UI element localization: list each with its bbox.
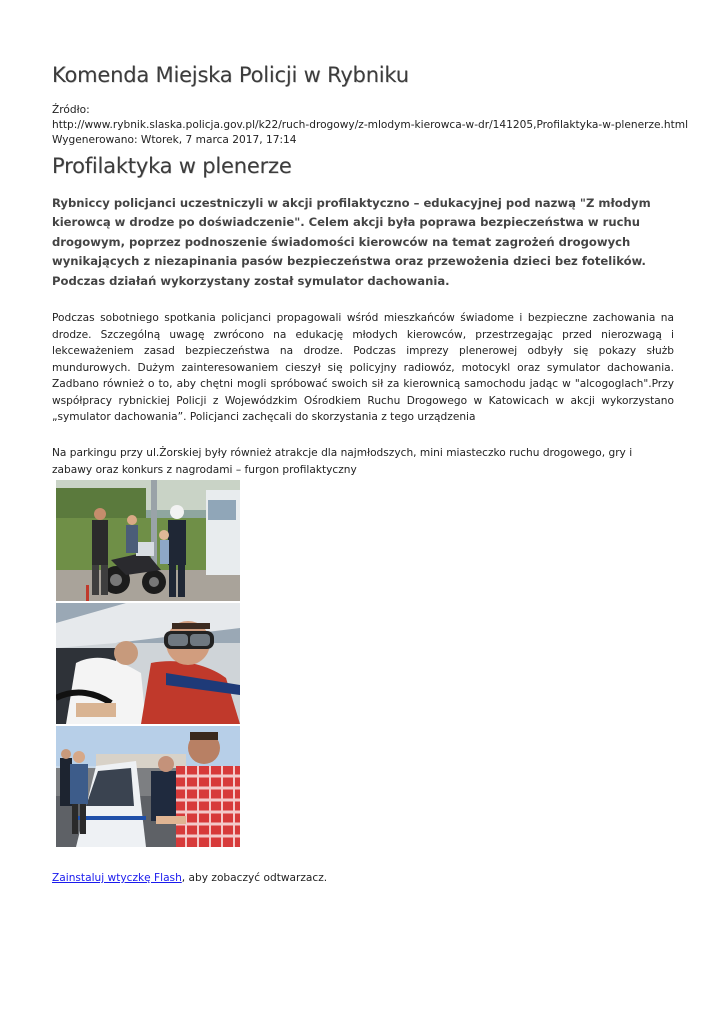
article-title: Profilaktyka w plenerze (52, 154, 292, 178)
flash-notice (52, 871, 327, 886)
generated-timestamp: Wygenerowano: Wtorek, 7 marca 2017, 17:14 (52, 134, 297, 146)
photo-police-car (56, 726, 240, 847)
photo-alcogoggles (56, 603, 240, 724)
site-title: Komenda Miejska Policji w Rybniku (52, 63, 409, 87)
article-lead: Rybniccy policjanci uczestniczyli w akcji profilaktyczno – edukacyjnej pod nazwą "Z młodym kierowcą w drodze po doświadczenie". Celem akcji była poprawa bezpieczeństwa w ruchu drogowym, poprzez podnoszenie świadomości kierowców na temat zagrożeń drogowych wynikających z niezapinania pasów bezpieczeństwa oraz przewożenia dzieci bez fotelików. Podczas działań wykorzystany został symulator dachowania. (52, 196, 651, 288)
photo-motorcycle (56, 480, 240, 601)
install-flash-link[interactable]: Zainstaluj wtyczkę Flash (52, 872, 182, 884)
source-meta (52, 103, 688, 148)
flash-notice-suffix: , aby zobaczyć odtwarzacz. (181, 872, 328, 884)
source-url: http://www.rybnik.slaska.policja.gov.pl/k22/ruch-drogowy/z-mlodym-kierowca-w-dr/141205,Profilaktyka-w-plenerze.html (52, 119, 689, 131)
article-paragraph-2: Na parkingu przy ul.Żorskiej były również atrakcje dla najmłodszych, mini miasteczko ruchu drogowego, gry i zabawy oraz konkurs z nagrodami – furgon profilaktyczny (52, 447, 633, 476)
source-label: Źródło: (52, 104, 90, 116)
article-paragraph-1: Podczas sobotniego spotkania policjanci propagowali wśród mieszkańców świadome i bezpieczne zachowania na drodze. Szczególną uwagę zwrócono na edukację młodych kierowców, przestrzegając przed nierozwagą i lekceważeniem zasad bezpieczeństwa na drodze. Podczas imprezy plenerowej odbyły się pokazy służb mundurowych. Dużym zainteresowaniem cieszył się policyjny radiowóz, motocykl oraz symulator dachowania. Zadbano również o to, aby chętni mogli spróbować swoich sił za kierownicą samochodu jadąc w "alcogoglach".Przy współpracy rybnickiej Policji z Wojewódzkim Ośrodkiem Ruchu Drogowego w Katowicach w akcji wykorzystano „symulator dachowania”. Policjanci zachęcali do skorzystania z tego urządzenia (52, 312, 674, 423)
